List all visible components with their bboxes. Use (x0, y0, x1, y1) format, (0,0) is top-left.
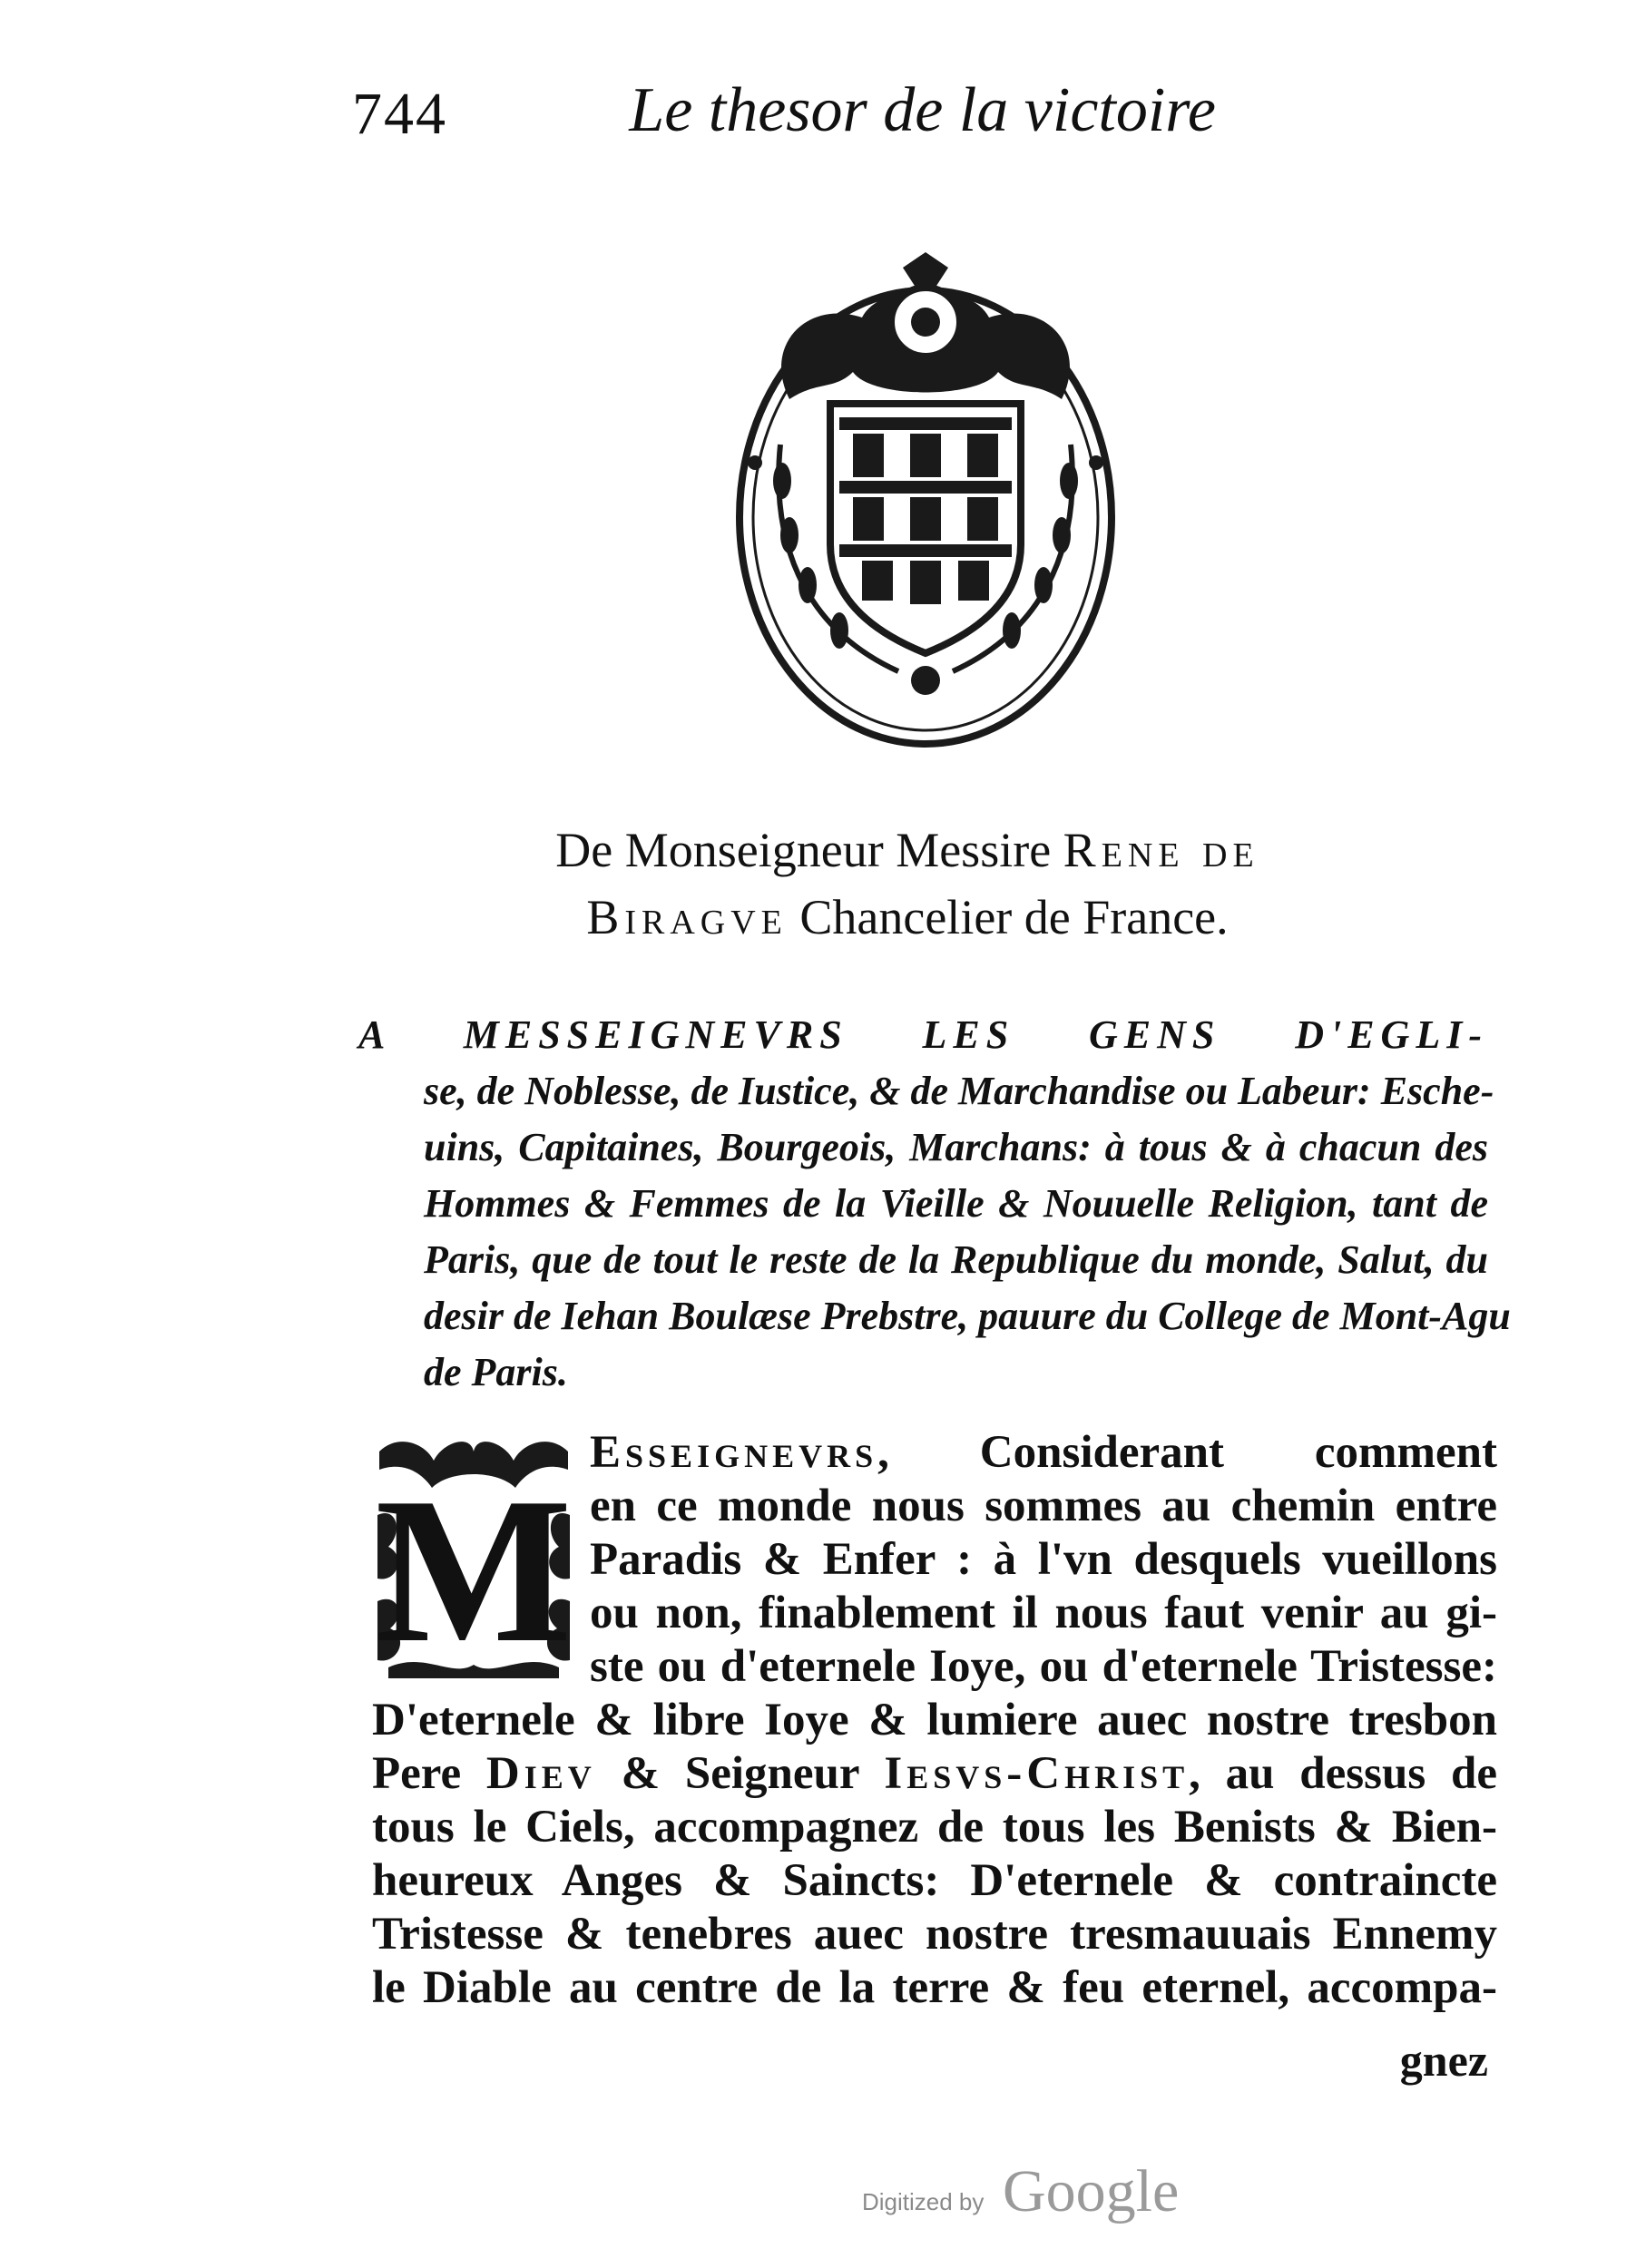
coat-of-arms-icon (726, 245, 1125, 753)
running-head (345, 71, 1234, 152)
google-logo: Google (1003, 2158, 1180, 2224)
dedication-line: Hommes & Femmes de la Vieille & Nouuelle Religion, tant de (424, 1181, 1488, 1226)
body-text (372, 1426, 1497, 2015)
running-title: Le thesor de la victoire (629, 75, 1216, 145)
body-line: tous le Ciels, accompagnez de tous les Benists & Bien- (372, 1802, 1497, 1853)
dedicatee-name: Rene de (1063, 823, 1259, 877)
body-line: ou non, finablement il nous faut venir au gi- (590, 1588, 1497, 1638)
dedication-line: Paris, que de tout le reste de la Republique du monde, Salut, du (424, 1237, 1488, 1282)
dedication-line: uins, Capitaines, Bourgeois, Marchans: à tous & à chacun des (424, 1125, 1488, 1169)
dedication-line: desir de Iehan Boulæse Prebstre, pauure du College de Mont-Agu (424, 1294, 1511, 1338)
dedicatee-surname: Biragve (586, 890, 788, 944)
dedication-line: de Paris. (424, 1350, 568, 1394)
dedicatee-caption (472, 816, 1343, 951)
digitization-watermark (862, 2157, 1270, 2224)
body-line: Paradis & Enfer : à l'vn desquels vueillons (590, 1534, 1497, 1585)
drop-cap-letter: M (375, 1454, 573, 1678)
body-line: en ce monde nous sommes au chemin entre (590, 1481, 1497, 1531)
caption-line-2: Biragve Chancelier de France. (586, 890, 1229, 944)
body-line: Esseignevrs, Considerant comment (590, 1427, 1497, 1478)
body-line: Tristesse & tenebres auec nostre tresmauuais Ennemy (372, 1909, 1497, 1960)
dedication-line: se, de Noblesse, de Iustice, & de Marchandise ou Labeur: Esche- (424, 1069, 1494, 1113)
body-line: D'eternele & libre Ioye & lumiere auec nostre tresbon (372, 1695, 1497, 1745)
caption-line-1: De Monseigneur Messire Rene de (555, 823, 1259, 877)
body-line: le Diable au centre de la terre & feu eternel, accompa- (372, 1962, 1497, 2013)
page-number: 744 (352, 81, 447, 147)
body-line: Pere Diev & Seigneur Iesvs-Christ, au dessus de (372, 1748, 1497, 1799)
digitized-by-label: Digitized by (862, 2188, 985, 2215)
body-line: heureux Anges & Saincts: D'eternele & contraincte (372, 1855, 1497, 1906)
dedication-address (358, 1007, 1511, 1401)
dedication-line: A MESSEIGNEVRS LES GENS D'EGLI- (358, 1012, 1488, 1057)
body-line: ste ou d'eternele Ioye, ou d'eternele Tristesse: (590, 1641, 1497, 1692)
catchword: gnez (1399, 2035, 1488, 2086)
